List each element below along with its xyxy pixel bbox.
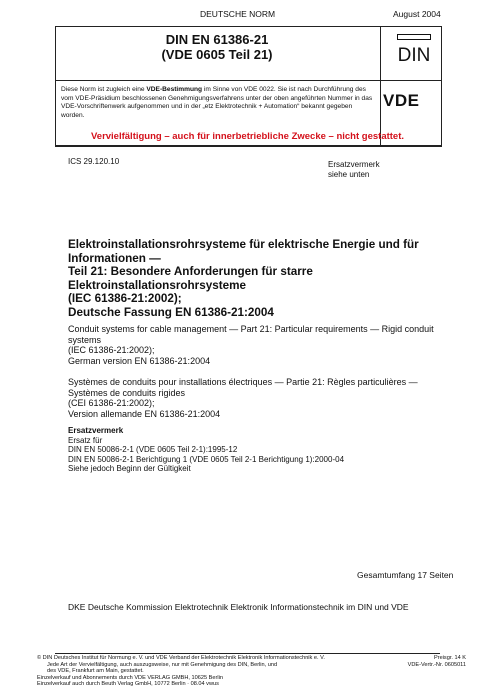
frame-divider-horizontal	[56, 80, 441, 81]
header-standard-type: DEUTSCHE NORM	[200, 9, 276, 19]
replacement-heading: Ersatzvermerk	[68, 426, 124, 435]
footer-divider	[55, 653, 440, 654]
footer-copyright: © DIN Deutsches Institut für Normung e. V. und VDE Verband der Elektrotechnik Elektronik Informationstechnik e. V. Jede Art der Vervielfältigung, auch auszugsweise, nur mit Genehmigung des DIN, Berlin, und des VDE, Frankfurt am Main, gestattet. Einzelverkauf und Abonnements durch VDE VERLAG GMBH, 10625 Berlin Einzelverkauf auch durch Beuth Verlag GmbH, 10772 Berlin · 08.04 vwus	[37, 655, 325, 688]
copy-warning: Vervielfältigung – auch für innerbetriebliche Zwecke – nicht gestattet.	[90, 131, 405, 142]
din-logo-text: DIN	[397, 45, 431, 66]
din-logo-icon	[397, 34, 431, 66]
document-number: DIN EN 61386-21	[165, 32, 269, 47]
replacement-block: Ersatzvermerk Ersatz für DIN EN 50086-2-1 (VDE 0605 Teil 2-1):1995-12 DIN EN 50086-2-1 Berichtigung 1 (VDE 0605 Teil 2-1 Berichtigung 1):2000-04 Siehe jedoch Beginn der Gültigkeit	[68, 426, 438, 474]
dke-line: DKE Deutsche Kommission Elektrotechnik Elektronik Informationstechnik im DIN und VDE	[68, 602, 409, 612]
footer-price: Preisgr. 14 K VDE-Vertr.-Nr. 0605011	[407, 655, 466, 668]
replacement-note: Ersatzvermerk siehe unten	[328, 160, 380, 179]
header-date: August 2004	[393, 9, 441, 19]
page-count: Gesamtumfang 17 Seiten	[357, 570, 454, 580]
vde-notice: Diese Norm ist zugleich eine VDE-Bestimmung im Sinne von VDE 0022. Sie ist nach Durchführung des vom VDE-Präsidium beschlossenen Genehmigungsverfahrens unter der oben angeführten Nummer in das VDE-Vorschriftenwerk aufgenommen und in der „etz Elektrotechnik + Automation“ bekannt gegeben worden.	[61, 86, 373, 119]
document-id	[55, 32, 379, 62]
document-vde-number: (VDE 0605 Teil 21)	[161, 47, 273, 62]
title-french: Systèmes de conduits pour installations électriques — Partie 21: Règles particulières — Systèmes de conduits rigides (CEI 61386-21:2002); Version allemande EN 61386-21:2004	[68, 377, 418, 419]
title-german: Elektroinstallationsrohrsysteme für elektrische Energie und für Informationen — Teil 21: Besondere Anforderungen für starre Elektroinstallationsrohrsysteme (IEC 61386-21:2002); Deutsche Fassung EN 61386-21:2004	[68, 238, 419, 319]
title-english: Conduit systems for cable management — Part 21: Particular requirements — Rigid conduit systems (IEC 61386-21:2002); German version EN 61386-21:2004	[68, 324, 434, 366]
vde-logo: VDE	[383, 91, 420, 110]
ics-code: ICS 29.120.10	[68, 157, 120, 166]
